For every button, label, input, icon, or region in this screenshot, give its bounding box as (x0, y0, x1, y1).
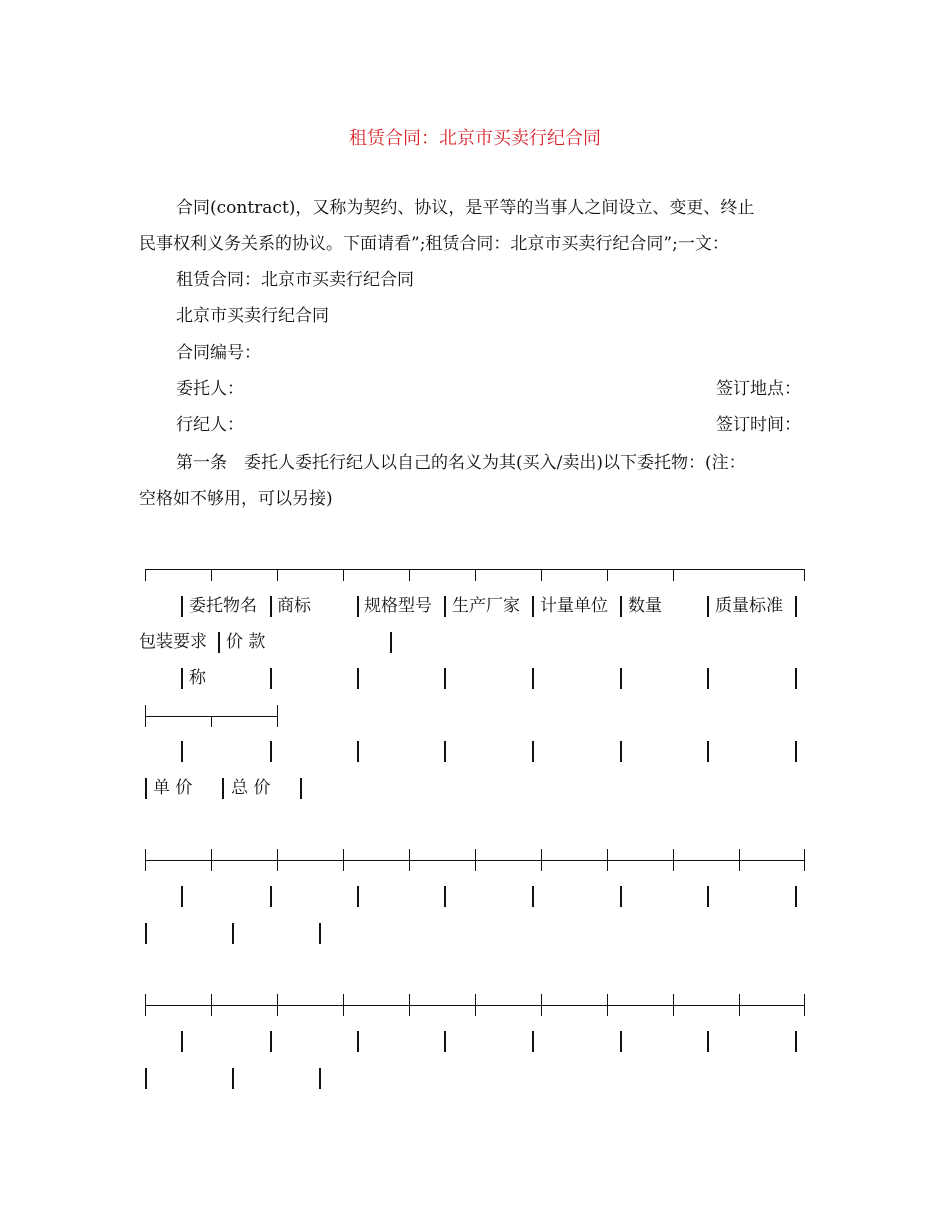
header-cell: 委托物名 (189, 596, 257, 616)
principal-label: 委托人： (176, 379, 244, 399)
intro-paragraph-line-1: 合同(contract)，又称为契约、协议，是平等的当事人之间设立、变更、终止 (176, 198, 755, 218)
page-title: 租赁合同：北京市买卖行纪合同 (349, 128, 601, 149)
article-1-line-2: 空格如不够用，可以另接) (139, 489, 333, 509)
header-cell: 商标 (277, 596, 311, 616)
header-cell: 生产厂家 (452, 596, 520, 616)
contract-number-label: 合同编号： (176, 343, 261, 363)
subtitle-lease: 租赁合同：北京市买卖行纪合同 (176, 270, 414, 290)
sign-time-label: 签订时间： (716, 415, 801, 435)
intro-paragraph-line-2: 民事权利义务关系的协议。下面请看”;租赁合同：北京市买卖行纪合同”;一文： (139, 234, 729, 254)
header-cell: 规格型号 (364, 596, 432, 616)
header-cell: 数量 (628, 596, 662, 616)
header-cell: 质量标准 (715, 596, 783, 616)
sign-place-label: 签订地点： (716, 379, 801, 399)
header-cell: 计量单位 (540, 596, 608, 616)
total-price-header: 总 价 (231, 778, 271, 798)
subtitle-contract: 北京市买卖行纪合同 (176, 306, 329, 326)
header-cell: 价 款 (226, 632, 266, 652)
broker-label: 行纪人： (176, 415, 244, 435)
header-cell: 称 (189, 668, 206, 688)
unit-price-header: 单 价 (153, 778, 193, 798)
article-1-line-1: 第一条 委托人委托行纪人以自己的名义为其(买入/卖出)以下委托物：(注： (176, 453, 746, 473)
header-cell: 包装要求 (139, 632, 207, 652)
